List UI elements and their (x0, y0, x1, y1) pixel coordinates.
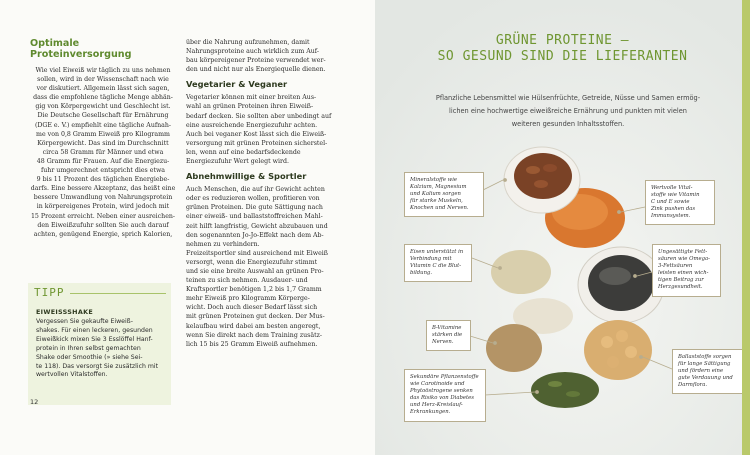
note-line: Erkrankungen. (410, 409, 451, 416)
text-line: grünen Proteinen. Die gute Sättigung nach (186, 204, 323, 212)
text-line: Wie viel Eiweiß wir täglich zu uns nehmen (35, 67, 171, 74)
text-line: einer eiweiß- und ballaststoffreichen Mahl- (186, 213, 323, 221)
text-line: Kraftsportler benötigen 1,2 bis 1,7 Gramm (186, 286, 322, 294)
column-1 (30, 38, 176, 239)
note-line: und fördern eine (678, 368, 724, 375)
note-b-vitamins (426, 320, 471, 351)
heading-protein-supply: Optimale Proteinversorgung (30, 38, 132, 60)
note-line: Knochen und Nerven. (410, 205, 469, 212)
note-line: 3-Fettsäuren (658, 263, 693, 270)
text-line: (DGE e. V.) empfiehlt eine tägliche Aufnah- (34, 121, 172, 129)
note-secondary-plant-compounds (404, 369, 486, 422)
note-line: Phytoöstrogene senken (410, 388, 473, 395)
note-line: Eisen unterstützt in (410, 249, 464, 255)
note-line: stärken die (432, 332, 463, 339)
text-line: Nahrungsproteine auch wirklich zum Auf- (186, 48, 320, 56)
text-line: mit grünen Proteinen gut decken. Der Mus- (186, 313, 325, 321)
text-line: kelaufbau wird dabei am besten angeregt, (186, 322, 321, 330)
note-line: Ungesättigte Fett- (658, 249, 708, 255)
intro-text (422, 92, 714, 131)
note-line: gute Verdauung und (678, 375, 733, 382)
tip-line: Shake oder Smoothie (» siehe Sei- (36, 353, 143, 361)
tip-line: shakes. Für einen leckeren, gesunden (36, 326, 153, 334)
text-line: fuhr umgerechnet entspricht dies etwa (40, 167, 166, 175)
note-line: und Herz-Kreislauf- (410, 402, 463, 409)
intro-line: Pflanzliche Lebensmittel wie Hülsenfrüchte, Getreide, Nüsse und Samen ermög- (435, 94, 701, 102)
note-line: stoffe wie Vitamin (651, 192, 700, 199)
note-line: für starke Muskeln, (410, 198, 463, 205)
text-line: Die Deutsche Gesellschaft für Ernährung (37, 112, 169, 120)
column-2 (186, 38, 339, 349)
text-line: len, wenn auf eine bedarfsdeckende (186, 148, 301, 156)
text-line: Freizeitsportler sind ausreichend mit Eiweiß (186, 249, 328, 257)
note-minerals (404, 172, 484, 217)
text-line: in körpereigenes Protein, wird jedoch mit (36, 203, 170, 211)
note-line: C und E sowie (651, 199, 690, 206)
note-line: tigen Beitrag zur (658, 277, 704, 284)
tip-text (36, 318, 166, 380)
paragraph-athletes (186, 185, 339, 349)
note-line: Wertvolle Vital- (651, 185, 693, 191)
tip-line: te 118). Das versorgt Sie zusätzlich mit (36, 362, 159, 370)
text-line: mehr Eiweiß pro Kilogramm Körperge- (186, 295, 310, 303)
text-line: versorgt, wenn die Energiezufuhr stimmt (186, 258, 318, 266)
tip-heading: EIWEISSSHAKE (36, 308, 93, 316)
text-line: bau körpereigener Proteine verwendet wer- (186, 57, 326, 65)
text-line: circa 58 Gramm für Männer und etwa (42, 148, 164, 156)
right-page (375, 0, 750, 455)
pumpkin-seeds-pile (531, 372, 599, 408)
note-line: wie Carotinoide und (410, 381, 465, 388)
note-fiber (672, 349, 744, 394)
text-line: sollen, wird in der Wissenschaft nach wie (37, 76, 169, 84)
note-line: Immunsystem. (651, 213, 691, 220)
text-line: bedarf decken. Sie sollten aber unbedingt auf (186, 112, 332, 120)
text-line: vor diskutiert. Allgemein lässt sich sagen, (36, 85, 170, 93)
tip-line: Eiweißkick mixen Sie 3 Esslöffel Hanf- (36, 335, 153, 343)
text-line: dass die empfohlene tägliche Menge abhän- (33, 94, 173, 102)
text-line: me von 0,8 Gramm Eiweiß pro Kilogramm (36, 130, 170, 138)
text-line: oder es reduzieren wollen, profitieren von (186, 195, 320, 203)
text-line: wahl an grünen Proteinen ihren Eiweiß- (186, 103, 314, 111)
text-line: Auch Menschen, die auf ihr Gewicht achten (186, 186, 325, 194)
text-line: versorgung mit grünen Proteinen sicherstel- (186, 139, 328, 147)
intro-line: lichen eine hochwertige eiweißreiche Ernährung und punkten mit vielen (449, 107, 687, 115)
note-line: Zink pushen das (651, 206, 696, 213)
text-line: über die Nahrung aufzunehmen, damit (186, 39, 310, 46)
text-line: nehmen zu verhindern. (186, 240, 260, 248)
tip-line: Vergessen Sie gekaufte Eiweiß- (36, 318, 133, 325)
note-line: säuren wie Omega- (658, 256, 710, 263)
tip-line: wertvollen Vitalstoffen. (36, 371, 108, 379)
text-line: den und nicht nur als Energiequelle dienen. (186, 66, 326, 74)
spread-title-line2: SO GESUND SIND DIE LIEFERANTEN (437, 49, 688, 64)
note-fatty-acids (652, 244, 721, 297)
text-line: 9 bis 11 Prozent des täglichen Energiebe- (36, 176, 170, 184)
tip-label: TIPP (34, 286, 65, 299)
note-vitamins (645, 180, 715, 225)
text-line: wenn Sie direkt nach dem Training zusätz- (186, 331, 322, 339)
text-line: wicht. Doch auch dieser Bedarf lässt sich (186, 304, 318, 312)
page-edge-accent (742, 0, 750, 455)
note-line: das Risiko von Diabetes (410, 395, 475, 402)
text-line: darfs. Eine bessere Akzeptanz, das heißt eine (30, 185, 176, 193)
tip-box (28, 283, 171, 405)
note-line: Sekundäre Pflanzenstoffe (410, 374, 479, 380)
text-line: Auch bei veganer Kost lässt sich die Eiweiß- (186, 130, 327, 138)
note-line: Kalzium, Magnesium (410, 184, 467, 191)
spread-title-line1: GRÜNE PROTEINE – (495, 33, 630, 48)
buckwheat-pile (486, 324, 542, 372)
note-line: leisten einen wich- (658, 270, 709, 277)
paragraph-vegetarians (186, 93, 339, 166)
intro-line: weiteren gesunden Inhaltsstoffen. (511, 120, 625, 128)
text-line: den sogenannten Jo-Jo-Effekt nach dem Ab- (186, 231, 324, 239)
text-line: Vegetarier können mit einer breiten Aus- (186, 94, 317, 102)
text-line: eine ausreichende Energiezufuhr achten. (186, 121, 318, 129)
paragraph-protein-intake (30, 66, 176, 239)
note-line: Herzgesundheit. (658, 284, 703, 291)
note-line: bildung. (410, 270, 433, 277)
text-line: Energiezufuhr Wert gelegt wird. (186, 158, 289, 166)
note-line: B-Vitamine (432, 325, 462, 331)
note-line: Verbindung mit (410, 256, 452, 263)
text-line: teinen zu sich nehmen. Ausdauer- und (186, 277, 308, 285)
text-line: Körpergewicht. Das sind im Durchschnitt (37, 139, 169, 147)
note-line: und Kalium sorgen (410, 191, 461, 198)
text-line: achten, genügend Energie, sprich Kalorien, (33, 230, 173, 238)
heading-vegetarians: Vegetarier & Veganer (186, 79, 288, 90)
note-line: Vitamin C die Blut- (410, 263, 462, 270)
tip-line: protein in Ihren selbst gemachten (36, 344, 141, 352)
page-number: 12 (30, 398, 39, 406)
chickpeas-pile (584, 320, 652, 380)
text-line: bessere Umwandlung von Nahrungsprotein (33, 194, 173, 202)
text-line: und sie eine breite Auswahl an grünen Pro- (186, 267, 324, 275)
note-line: Nerven. (432, 339, 454, 346)
note-line: für lange Sättigung (678, 361, 731, 368)
text-line: 15 Prozent erreicht. Neben einer ausreichen- (30, 212, 176, 220)
text-line: gig von Körpergewicht und Geschlecht ist. (35, 103, 171, 111)
tip-divider (70, 293, 166, 294)
text-line: den Eiweißzufuhr sollten Sie auch darauf (37, 221, 169, 229)
text-line: 48 Gramm für Frauen. Auf die Energiezu- (36, 157, 170, 165)
text-line: lich 15 bis 25 Gramm Eiweiß aufnehmen. (186, 340, 318, 348)
note-line: Ballaststoffe sorgen (678, 354, 732, 360)
note-iron (404, 244, 472, 282)
heading-athletes: Abnehmwillige & Sportler (186, 171, 307, 182)
text-line: zeit hilft langfristig, Gewicht abzubauen und (186, 222, 328, 230)
note-line: Mineralstoffe wie (410, 177, 458, 183)
note-line: Darmflora. (678, 382, 708, 389)
paragraph-continued (186, 38, 339, 74)
quinoa-pile (491, 250, 551, 294)
